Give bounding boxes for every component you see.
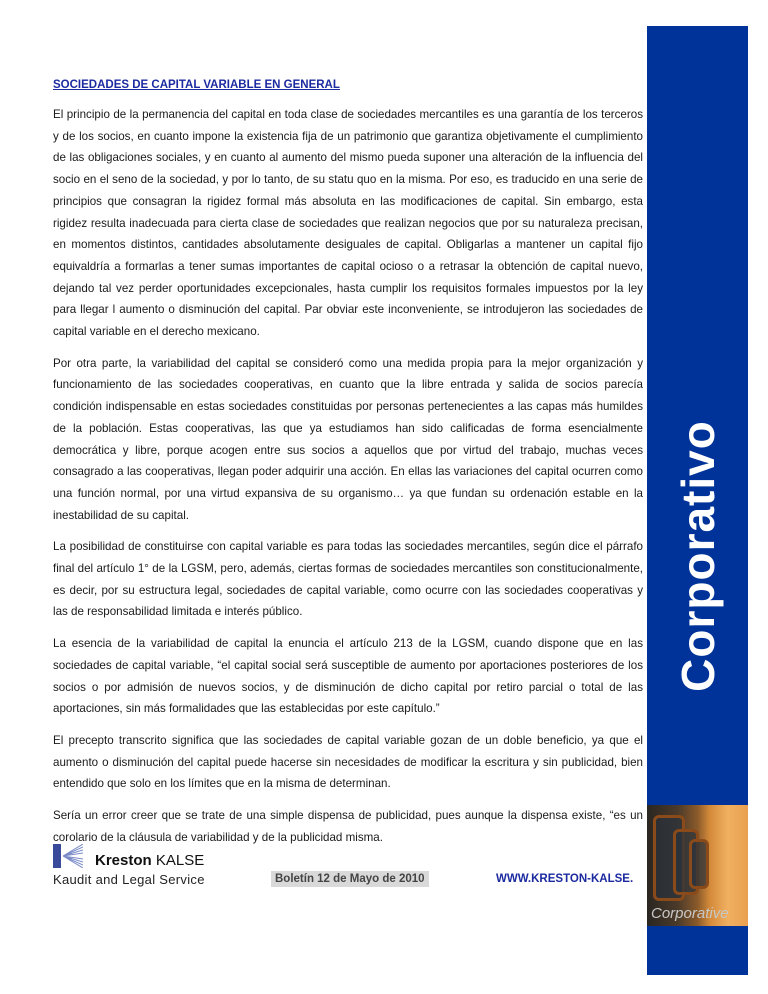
footer bbox=[53, 842, 643, 892]
logo-tagline: Kaudit and Legal Service bbox=[53, 872, 205, 887]
boardroom-photo bbox=[647, 805, 748, 926]
vertical-label: Corporativo bbox=[671, 420, 724, 692]
paragraph-6: Sería un error creer que se trate de una simple dispensa de publicidad, pues aunque la dispensa existe, “es un corolario de la cláusula de variabilidad y de la publicidad misma. bbox=[53, 809, 643, 844]
paragraph-1: El principio de la permanencia del capital en toda clase de sociedades mercantiles es una garantía de los terceros y de los socios, en cuanto impone la existencia fija de un patrimonio que garantiza objetivamente el cumplimiento de las obligaciones sociales, y en cuanto al aumento del mismo pueda suponer una alteración de la influencia del socio en el seno de la sociedad, y por lo tanto, de su statu quo en la misma. Por eso, es traducido en una serie de principios que consagran la rigidez formal más absoluta en las modificaciones de capital. Sin embargo, esta rigidez resulta inadecuada para cierta clase de sociedades que realizan negocios que por su naturaleza precisan, en momentos distintos, cantidades absolutamente desiguales de capital. Obligarlas a mantener un capital fijo equivaldría a formarlas a tener sumas importantes de capital ocioso o a retrasar la obtención de capital nuevo, dejando tal vez perder oportunidades excepcionales, hasta cumplir los requisitos formales impuestos por la ley para llegar l aumento o disminución del capital. Par obviar este inconveniente, se introdujeron las sociedades de capital variable en el derecho mexicano. bbox=[53, 108, 643, 339]
chair-shape bbox=[689, 839, 709, 889]
bulletin-date: Boletín 12 de Mayo de 2010 bbox=[271, 871, 429, 887]
kreston-k-icon bbox=[53, 844, 83, 868]
logo-name: Kreston KALSE bbox=[95, 852, 205, 869]
paragraph-3: La posibilidad de constituirse con capital variable es para todas las sociedades mercantiles, según dice el párrafo final del artículo 1° de la LGSM, pero, además, ciertas formas de sociedades mercantiles son constitucionalmente, es decir, por su estructura legal, sociedades de capital variable, como ocurre con las sociedades cooperativas y las de responsabilidad limitada e interés público. bbox=[53, 540, 643, 619]
vertical-label-wrap bbox=[647, 296, 748, 816]
document-body bbox=[53, 78, 643, 859]
website-link[interactable]: WWW.KRESTON-KALSE. bbox=[496, 873, 634, 885]
side-banner bbox=[647, 26, 748, 975]
paragraph-2: Por otra parte, la variabilidad del capital se consideró como una medida propia para la mejor organización y funcionamiento de las sociedades cooperativas, en cuanto que la libre entrada y salida de socios parecía condición indispensable en estas sociedades constituidas por personas pertenecientes a las capas más humildes de la población. Estas cooperativas, las que ya estudiamos han sido calificadas de forma esencialmente democrática y libre, porque acogen entre sus socios a aquellos que por virtud del trabajo, muchas veces consagrado a las cooperativas, llegan poder adquirir una acción. En ellas las variaciones del capital ocurren como una función normal, por una virtud expansiva de su organismo… ya que fundan su ordenación estable en la inestabilidad de su capital. bbox=[53, 356, 643, 522]
paragraph-4: La esencia de la variabilidad de capital la enuncia el artículo 213 de la LGSM, cuando dispone que en las sociedades de capital variable, “el capital social será susceptible de aumento por aportaciones posteriores de los socios o por admisión de nuevos socios, y de disminución de dicho capital por retiro parcial o total de las aportaciones, sin más formalidades que las establecidas por este capítulo.” bbox=[53, 637, 643, 716]
photo-caption: Corporative bbox=[651, 905, 729, 922]
document-title: SOCIEDADES DE CAPITAL VARIABLE EN GENERAL bbox=[53, 79, 340, 91]
paragraph-5: El precepto transcrito significa que las sociedades de capital variable gozan de un doble beneficio, ya que el aumento o disminución del capital puede hacerse sin necesidades de modificar la escritura y sin publicidad, bien entendido que solo en los límites que en la misma de determinan. bbox=[53, 733, 643, 791]
